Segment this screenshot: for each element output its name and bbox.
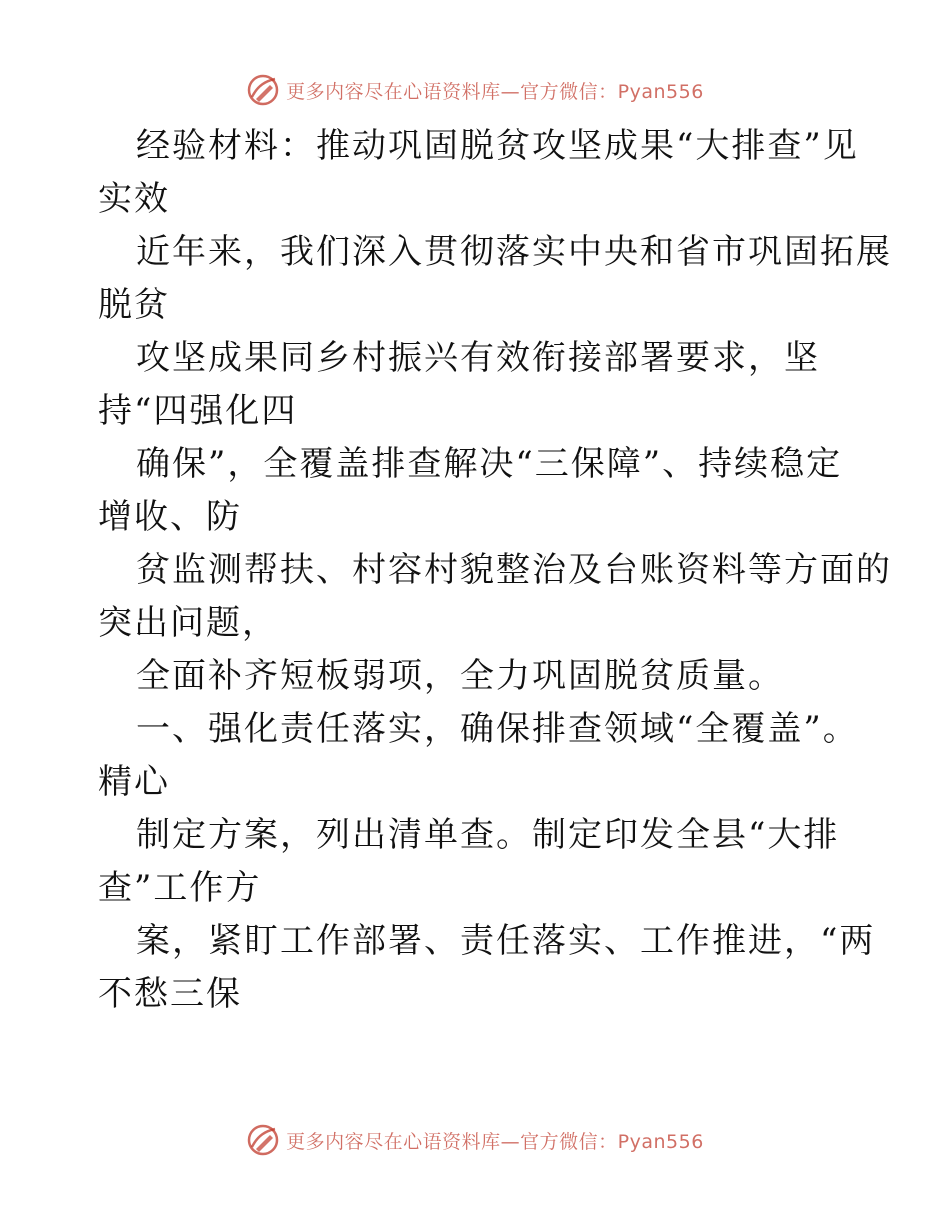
text-line: 制定方案，列出清单查。制定印发全县“大排 — [136, 815, 840, 855]
text-line: 案，紧盯工作部署、责任落实、工作推进，“两 — [136, 921, 876, 961]
pen-logo-icon — [246, 73, 280, 107]
text-line: 脱贫 — [98, 285, 170, 325]
text-line: 经验材料：推动巩固脱贫攻坚成果“大排查”见 — [136, 126, 859, 166]
pen-logo-icon — [246, 1123, 280, 1157]
text-line: 增收、防 — [98, 497, 242, 537]
text-line: 近年来，我们深入贯彻落实中央和省市巩固拓展 — [136, 232, 892, 272]
text-line: 持“四强化四 — [98, 391, 298, 431]
watermark-text: 更多内容尽在心语资料库—官方微信：Pyan556 — [286, 1130, 704, 1153]
watermark-text: 更多内容尽在心语资料库—官方微信：Pyan556 — [286, 80, 704, 103]
text-line: 一、强化责任落实，确保排查领域“全覆盖”。 — [136, 709, 859, 749]
text-line: 实效 — [98, 179, 170, 219]
text-line: 确保”，全覆盖排查解决“三保障”、持续稳定 — [136, 444, 843, 484]
footer-watermark — [0, 1120, 950, 1160]
text-line: 攻坚成果同乡村振兴有效衔接部署要求，坚 — [136, 338, 820, 378]
header-watermark — [0, 70, 950, 110]
text-line: 精心 — [98, 762, 170, 802]
text-line: 不愁三保 — [98, 974, 242, 1014]
text-line: 全面补齐短板弱项，全力巩固脱贫质量。 — [136, 656, 784, 696]
text-line: 查”工作方 — [98, 868, 262, 908]
document-body — [98, 120, 892, 1021]
text-line: 贫监测帮扶、村容村貌整治及台账资料等方面的 — [136, 550, 892, 590]
text-line: 突出问题， — [98, 603, 278, 643]
